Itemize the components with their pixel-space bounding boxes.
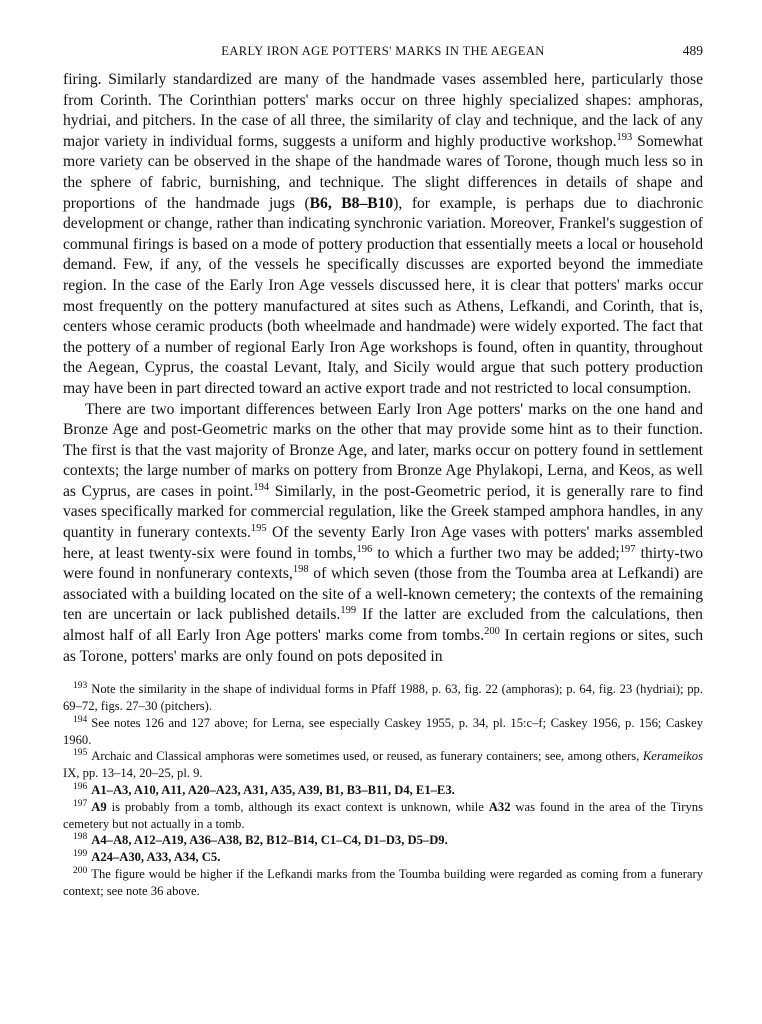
footnote-text: The figure would be higher if the Lefkandi marks from the Toumba building were regarded as coming from a funerary context; see note 36 above.: [63, 866, 703, 898]
body-text: [63, 70, 703, 667]
footnote-number: 195: [73, 748, 88, 759]
footnote-ref-199[interactable]: 199: [340, 605, 357, 617]
paragraph-1: [63, 70, 703, 400]
footnote-ref-200[interactable]: 200: [484, 625, 500, 637]
footnote-text: See notes 126 and 127 above; for Lerna, see especially Caskey 1955, p. 34, pl. 15:c–f; Caskey 1956, p. 156; Caskey 1960.: [63, 715, 703, 747]
text-run: ), for example, is perhaps due to diachronic development or change, rather than indicating synchronic variation. Moreover, Frankel's suggestion of communal firings is based on a mode of pottery production that essentially meets a local or household demand. Few, if any, of the vessels he specifically discusses are exported beyond the immediate region. In the case of the Early Iron Age vessels discussed here, it is clear that potters' marks occur most frequently on the pottery manufactured at sites such as Athens, Lefkandi, and Corinth, that is, centers whose ceramic products (both wheelmade and handmade) were widely exported. The fact that the pottery of a number of regional Early Iron Age workshops is found, often in quantity, throughout the Aegean, Cyprus, the coastal Levant, Italy, and Sicily would argue that such pottery production may have been in part directed toward an active export trade and not restricted to local consumption.: [63, 194, 703, 397]
paragraph-2: [63, 400, 703, 668]
footnote-number: 197: [73, 798, 88, 809]
footnote-195: [63, 748, 703, 782]
footnote-text: Archaic and Classical amphoras were sometimes used, or reused, as funerary containers; see, among others,: [91, 749, 643, 764]
footnote-193: [63, 681, 703, 715]
footnote-196: [63, 782, 703, 799]
footnote-ref-196[interactable]: 196: [356, 543, 373, 555]
footnote-number: 199: [73, 849, 88, 859]
page-number: 489: [682, 43, 703, 58]
footnote-number: 194: [73, 714, 88, 725]
footnote-text: Note the similarity in the shape of individual forms in Pfaff 1988, p. 63, fig. 22 (amphoras); p. 64, fig. 23 (hydriai); pp. 69–72, figs. 27–30 (pitchers).: [63, 682, 703, 714]
footnote-ref-193[interactable]: 193: [616, 131, 633, 143]
publication-title: Kerameikos: [642, 749, 703, 764]
catalog-ref: B6, B8–B10: [309, 194, 394, 212]
text-run: If the latter are excluded from the calculations, then almost half of all Early Iron Age potters' marks come from tombs.: [63, 606, 703, 645]
footnote-text: IX, pp. 13–14, 20–25, pl. 9.: [63, 766, 203, 781]
running-head: EARLY IRON AGE POTTERS' MARKS IN THE AEGEAN: [221, 44, 545, 58]
footnote-number: 198: [73, 832, 88, 843]
footnote-text: is probably from a tomb, although its exact context is unknown, while: [106, 799, 489, 814]
page: [63, 40, 703, 900]
footnote-199: [63, 849, 703, 866]
footnote-194: [63, 715, 703, 749]
footnotes: [63, 681, 703, 899]
footnote-ref-197[interactable]: 197: [619, 543, 636, 555]
text-run: firing. Similarly standardized are many of the handmade vases assembled here, particularly those from Corinth. The Corinthian potters' marks occur on three highly specialized shapes: amphoras, hydriai, and pitchers. In the case of all three, the similarity of clay and technique, and the lack of any major variety in individual forms, suggests a uniform and highly productive workshop.: [63, 71, 703, 150]
footnote-text: was found in the area of the Tiryns cemetery but not actually in a tomb.: [63, 799, 703, 831]
footnote-197: [63, 799, 703, 833]
footnote-number: 193: [73, 681, 88, 692]
footnote-198: [63, 832, 703, 849]
text-run: of which seven (those from the Toumba area at Lefkandi) are associated with a building located on the site of a well-known cemetery; the contexts of the remaining ten are uncertain or lack published details.: [63, 565, 704, 624]
catalog-ref: A24–A30, A33, A34, C5.: [91, 850, 221, 865]
catalog-ref: A9: [91, 799, 107, 814]
catalog-ref: A32: [488, 799, 511, 814]
text-run: to which a further two may be added;: [372, 544, 620, 562]
text-run: thirty-two were found in nonfunerary contexts,: [63, 544, 703, 583]
text-run: Of the seventy Early Iron Age vases with potters' marks assembled here, at least twenty-six were found in tombs,: [63, 524, 703, 562]
footnote-200: [63, 866, 703, 900]
page-header: [63, 40, 703, 62]
catalog-ref: A4–A8, A12–A19, A36–A38, B2, B12–B14, C1–C4, D1–D3, D5–D9.: [91, 833, 448, 848]
text-run: In certain regions or sites, such as Torone, potters' marks are only found on pots deposited in: [63, 627, 703, 665]
catalog-ref: A1–A3, A10, A11, A20–A23, A31, A35, A39, B1, B3–B11, D4, E1–E3.: [91, 783, 455, 797]
footnote-number: 200: [73, 865, 88, 876]
footnote-number: 196: [73, 781, 88, 792]
footnote-ref-195[interactable]: 195: [250, 522, 267, 534]
text-run: There are two important differences between Early Iron Age potters' marks on the one hand and Bronze Age and post-Geometric marks on the other that may provide some hint as to their function. The first is that the vast majority of Bronze Age, and later, marks occur on pottery found in settlement contexts; the large number of marks on pottery from Bronze Age Phylakopi, Lerna, and Keos, as well as Cyprus, are cases in point.: [63, 400, 703, 500]
footnote-ref-198[interactable]: 198: [292, 564, 309, 576]
text-run: Somewhat more variety can be observed in the shape of the handmade wares of Torone, though much less so in the sphere of fabric, burnishing, and technique. The slight differences in details of shape and proportions of the handmade jugs (: [63, 132, 703, 212]
footnote-ref-194[interactable]: 194: [253, 481, 270, 493]
text-run: Similarly, in the post-Geometric period, it is generally rare to find vases specifically marked for commercial regulation, like the Greek stamped amphora handles, in any quantity in funerary contexts.: [63, 482, 704, 542]
